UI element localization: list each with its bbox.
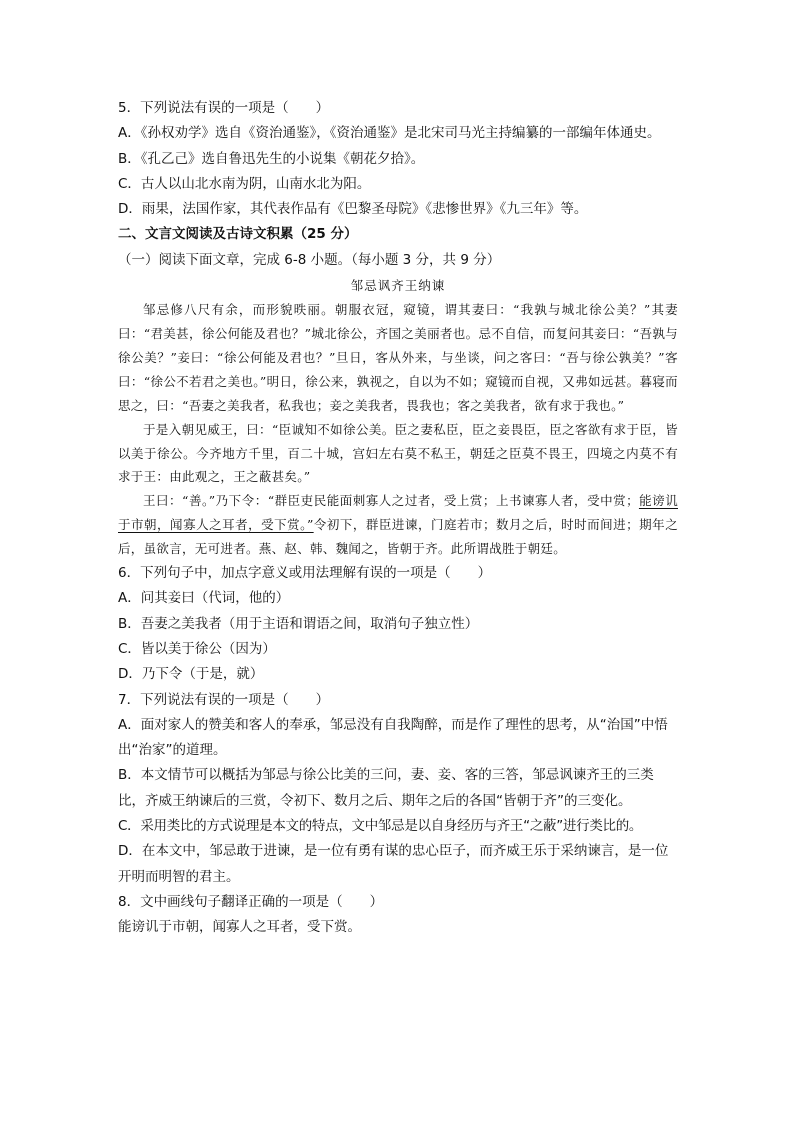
q6-option-a: A．问其妾曰（代词，他的） <box>118 590 290 607</box>
q8-sentence: 能谤讥于市朝，闻寡人之耳者，受下赏。 <box>118 919 361 936</box>
q7-option-b: B．本文情节可以概括为邹忌与徐公比美的三问，妻、妾、客的三答，邹忌讽谏齐王的三类比，齐威王纳谏后的三赏，令初下、数月之后、期年之后的各国“皆朝于齐”的三变化。 <box>118 767 654 809</box>
exam-page <box>118 96 678 941</box>
q6-option-c: C．皆以美于徐公（因为） <box>118 640 276 657</box>
q6-option-b: B．吾妻之美我者（用于主语和谓语之间，取消句子独立性） <box>118 615 479 632</box>
passage-title: 邹忌讽齐王纳谏 <box>350 278 446 294</box>
q7-option-a: A．面对家人的赞美和客人的奉承，邹忌没有自我陶醉，而是作了理性的思考，从“治国”中悟出“治家”的道理。 <box>118 716 668 759</box>
q5-option-d: D．雨果，法国作家，其代表作品有《巴黎圣母院》《悲惨世界》《九三年》等。 <box>118 201 588 218</box>
q6-option-d: D．乃下令（于是，就） <box>118 666 264 683</box>
q8-stem: 8．文中画线句子翻译正确的一项是（ ） <box>118 893 384 910</box>
q5-option-c: C．古人以山北水南为阴，山南水北为阳。 <box>118 175 371 192</box>
passage-paragraph-2: 于是入朝见威王，曰：“臣诚知不如徐公美。臣之妻私臣，臣之妾畏臣，臣之客欲有求于臣，皆以美于徐公。今齐地方千里，百二十城，宫妇左右莫不私王，朝廷之臣莫不畏王，四境之内莫不有求于王：由此观之，王之蔽甚矣。” <box>118 421 678 485</box>
q5-option-a: A．《孙权劝学》选自《资治通鉴》，《资治通鉴》是北宋司马光主持编纂的一部编年体通史。 <box>118 125 661 142</box>
section-heading: 二、文言文阅读及古诗文积累（25 分） <box>118 226 358 243</box>
q6-stem: 6．下列句子中，加点字意义或用法理解有误的一项是（ ） <box>118 565 492 582</box>
paragraph-3-text-end: 令初下，群臣进谏，门庭若市；数月之后，时时而间进；期年之后，虽欲言，无可进者。燕、赵、韩、魏闻之，皆朝于齐。此所谓战胜于朝廷。 <box>118 517 678 557</box>
underlined-sentence: 能谤讥于市朝，闻寡人之耳者，受下赏。” <box>118 493 678 533</box>
paragraph-3-text: 王曰：“善。”乃下令：“群臣吏民能面刺寡人之过者，受上赏；上书谏寡人者，受中赏； <box>143 493 639 509</box>
q5-stem: 5．下列说法有误的一项是（ ） <box>118 100 330 116</box>
q5-option-b: B．《孔乙己》选自鲁迅先生的小说集《朝花夕拾》。 <box>118 150 425 167</box>
passage-paragraph-1: 邹忌修八尺有余，而形貌昳丽。朝服衣冠，窥镜，谓其妻曰：“我孰与城北徐公美？”其妻曰：“君美甚，徐公何能及君也？”城北徐公，齐国之美丽者也。忌不自信，而复问其妾曰：“吾孰与徐公美？”妾曰：“徐公何能及君也？”旦日，客从外来，与坐谈，问之客曰：“吾与徐公孰美？”客曰：“徐公不若君之美也。”明日，徐公来，孰视之，自以为不如；窥镜而自视，又弗如远甚。暮寝而思之，曰：“吾妻之美我者，私我也；妾之美我者，畏我也；客之美我者，欲有求于我也。” <box>118 302 678 413</box>
passage-paragraph-3 <box>118 489 678 561</box>
q7-option-d: D．在本文中，邹忌敢于进谏，是一位有勇有谋的忠心臣子，而齐威王乐于采纳谏言，是一位开明而明智的君主。 <box>118 843 669 885</box>
reading-instruction: （一）阅读下面文章，完成 6-8 小题。（每小题 3 分，共 9 分） <box>118 251 501 268</box>
q7-option-c: C．采用类比的方式说理是本文的特点，文中邹忌是以自身经历与齐王“之蔽”进行类比的。 <box>118 818 643 835</box>
q7-stem: 7．下列说法有误的一项是（ ） <box>118 691 330 708</box>
